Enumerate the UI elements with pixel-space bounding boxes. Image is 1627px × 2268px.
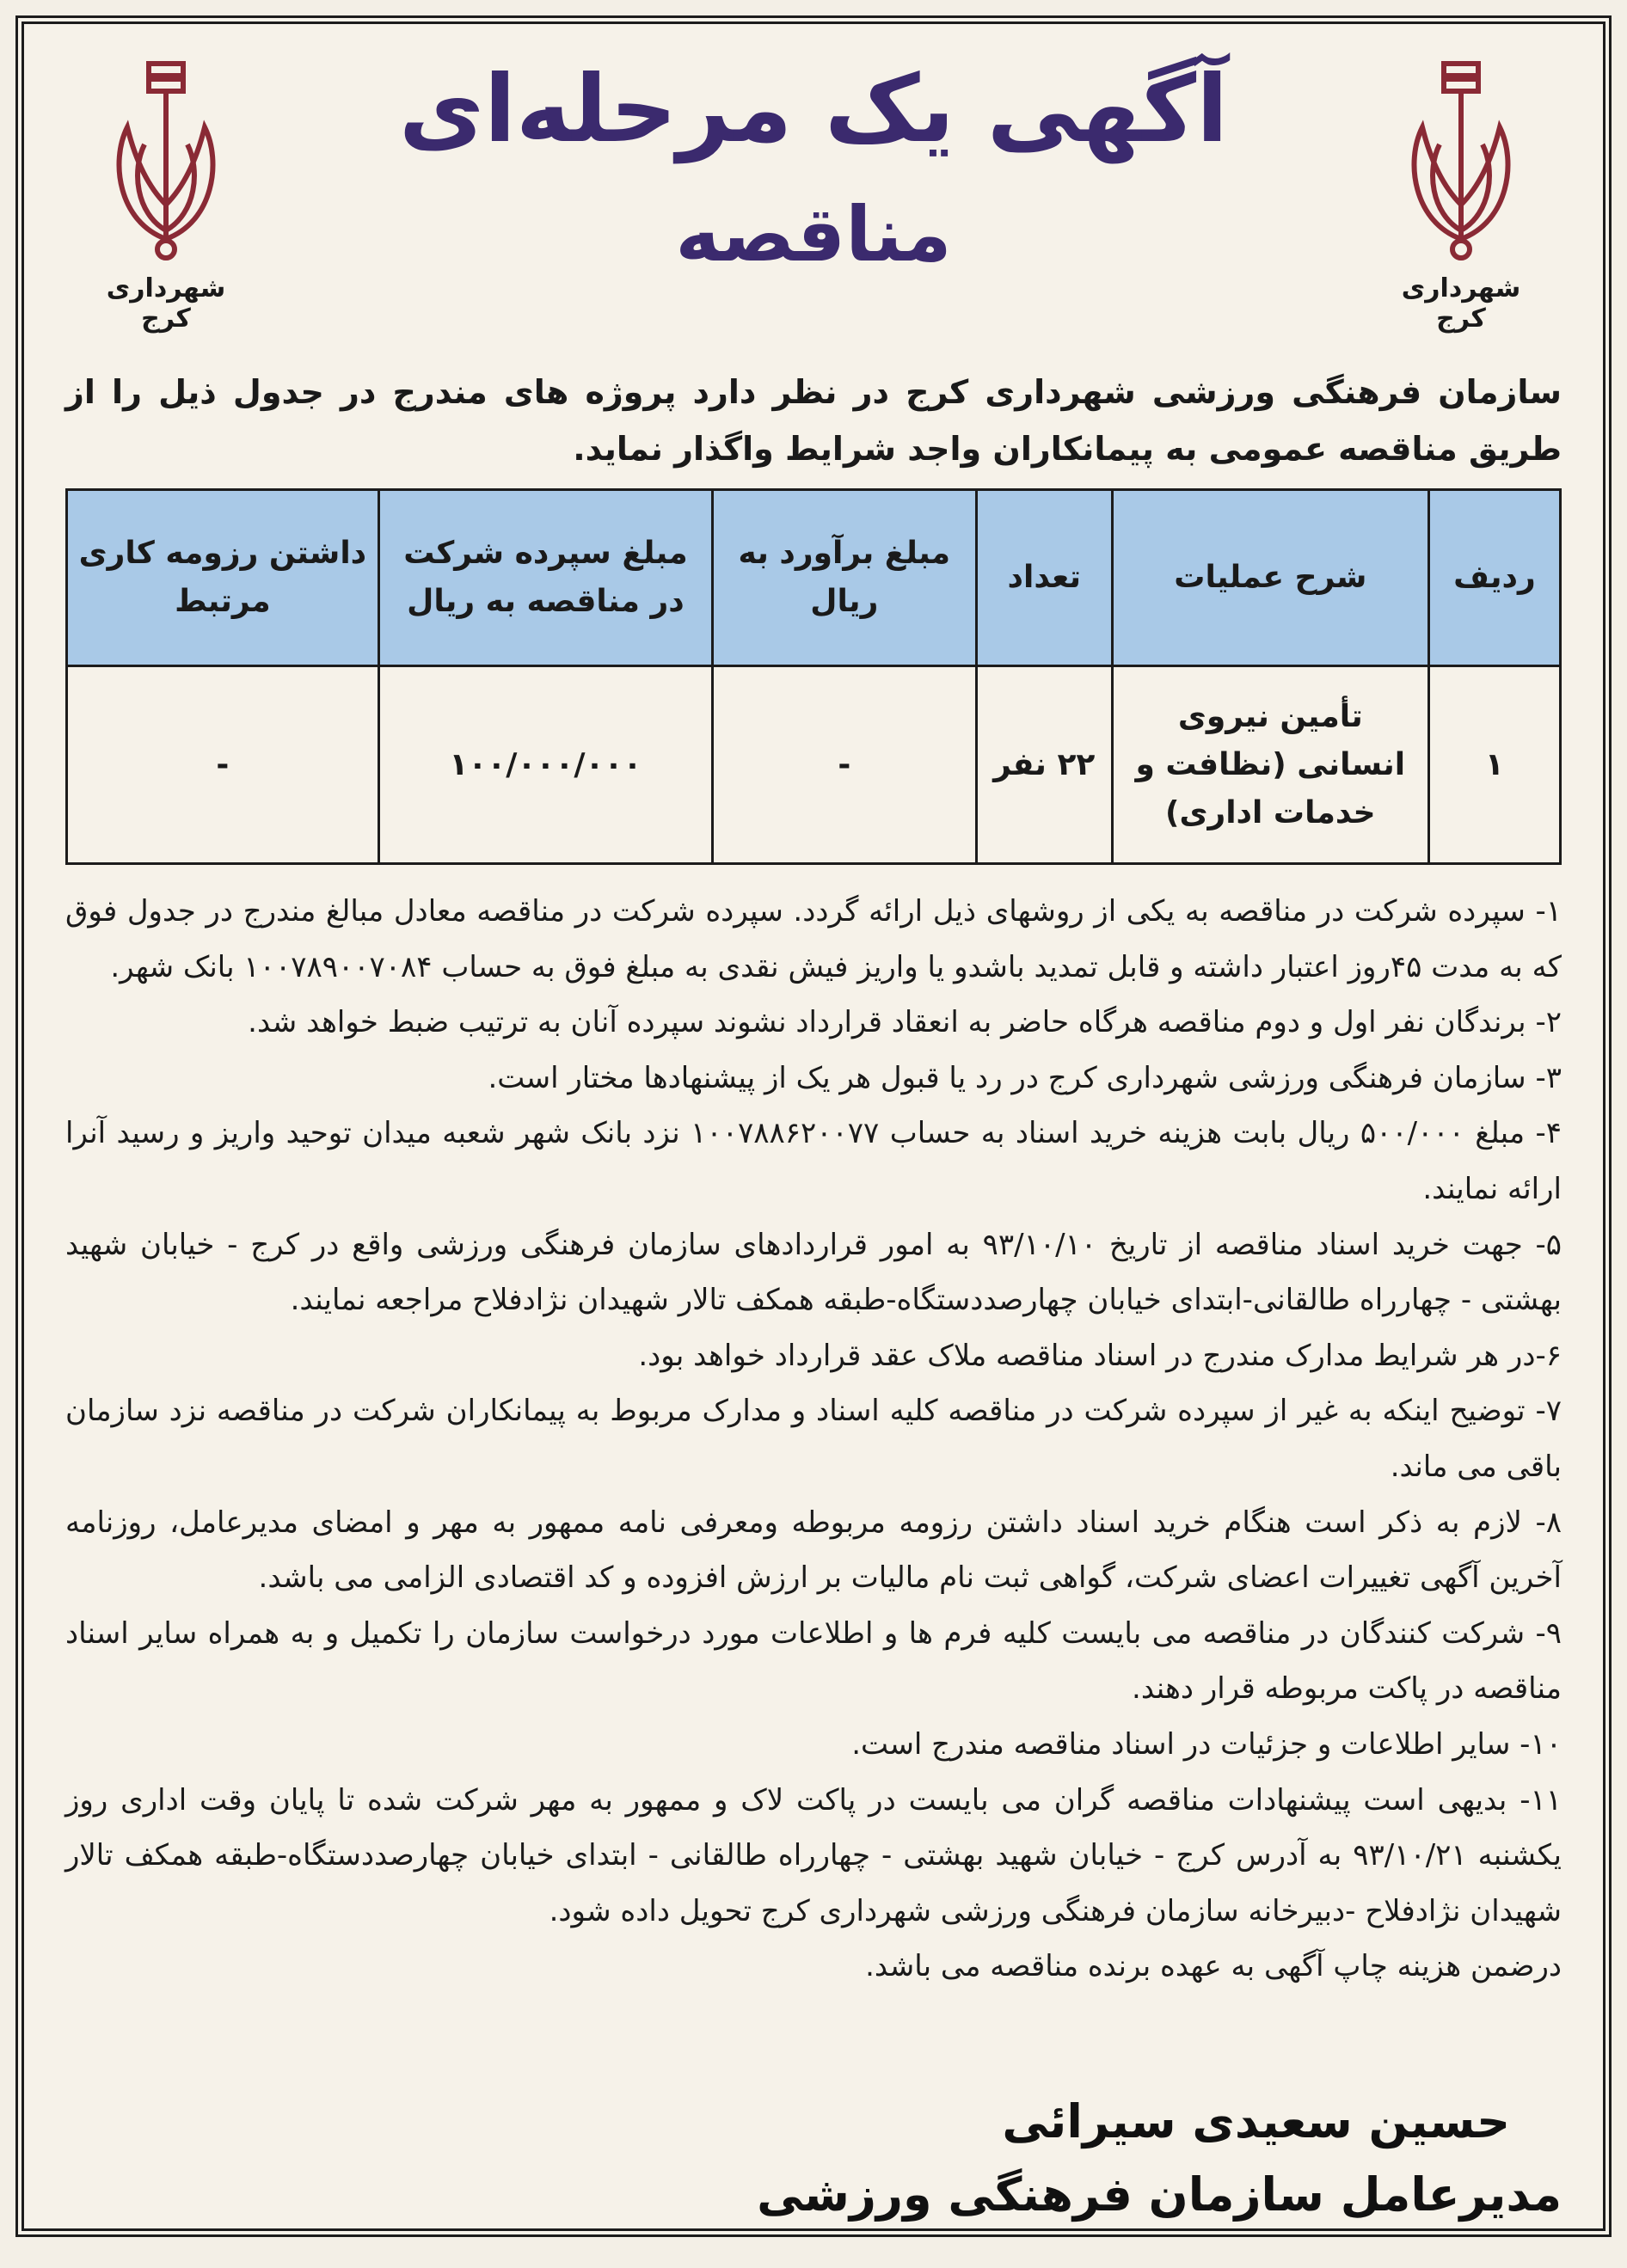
list-item: ۳- سازمان فرهنگی ورزشی شهرداری کرج در رد یا قبول هر یک از پیشنهادها مختار است. bbox=[488, 1060, 1562, 1095]
cell-row-no: ۱ bbox=[1428, 666, 1560, 864]
list-item: ۱- سپرده شرکت در مناقصه به یکی از روشهای ذیل ارائه گردد. سپرده شرکت در مناقصه معادل مبالغ مندرج در جدول فوق که به مدت ۴۵روز اعتبار داشته و قابل تمدید باشدو یا واریز فیش نقدی به مبلغ فوق به حساب ۱۰۰۷۸۹۰۰۷۰۸۴ بانک شهر. bbox=[65, 894, 1562, 984]
list-item: ۶-در هر شرایط مدارک مندرج در اسناد مناقصه ملاک عقد قرارداد خواهد بود. bbox=[638, 1338, 1562, 1373]
header-deposit: مبلغ سپرده شرکت در مناقصه به ریال bbox=[378, 490, 712, 666]
list-item: ۹- شرکت کنندگان در مناقصه می بایست کلیه فرم ها و اطلاعات مورد درخواست سازمان را تکمیل و به همراه سایر اسناد مناقصه در پاکت مربوطه قرار دهند. bbox=[65, 1615, 1562, 1707]
logo-left bbox=[93, 58, 239, 334]
header-row-no: ردیف bbox=[1428, 490, 1560, 666]
table-header-row bbox=[67, 490, 1561, 666]
cell-resume: - bbox=[67, 666, 379, 864]
list-item: ۱۰- سایر اطلاعات و جزئیات در اسناد مناقصه مندرج است. bbox=[851, 1726, 1562, 1762]
cell-count: ۲۲ نفر bbox=[976, 666, 1112, 864]
logo-caption: شهرداری کرج bbox=[1401, 273, 1521, 334]
cell-estimate: - bbox=[713, 666, 977, 864]
signatory-name: حسین سعیدی سیرائی bbox=[1002, 2094, 1510, 2148]
list-item: درضمن هزینه چاپ آگهی به عهده برنده مناقصه می باشد. bbox=[865, 1949, 1562, 1984]
projects-table bbox=[65, 488, 1562, 865]
header-estimate: مبلغ برآورد به ریال bbox=[713, 490, 977, 666]
cell-deposit: ۱۰۰/۰۰۰/۰۰۰ bbox=[378, 666, 712, 864]
tender-notice bbox=[15, 15, 1612, 2237]
notice-title: آگهی یک مرحله‌ای bbox=[398, 56, 1229, 163]
logo-caption: شهرداری کرج bbox=[106, 273, 226, 334]
header-count: تعداد bbox=[976, 490, 1112, 666]
logo-right bbox=[1388, 58, 1534, 334]
header-resume: داشتن رزومه کاری مرتبط bbox=[67, 490, 379, 666]
list-item: ۱۱- بدیهی است پیشنهادات مناقصه گران می بایست در پاکت لاک و ممهور به مهر شرکت شده تا پایان وقت اداری روز یکشنبه ۹۳/۱۰/۲۱ به آدرس کرج - خیابان شهید بهشتی - چهارراه طالقانی - ابتدای خیابان چهارصددستگاه-طبقه همکف تالار شهیدان نژادفلاح -دبیرخانه سازمان فرهنگی ورزشی شهرداری کرج تحویل داده شود. bbox=[65, 1782, 1562, 1928]
karaj-municipality-emblem-icon bbox=[101, 58, 230, 265]
header-description: شرح عملیات bbox=[1112, 490, 1428, 666]
list-item: ۴- مبلغ ۵۰۰/۰۰۰ ریال بابت هزینه خرید اسناد به حساب ۱۰۰۷۸۸۶۲۰۰۷۷ نزد بانک شهر شعبه میدان توحید واریز و رسید آنرا ارائه نمایند. bbox=[65, 1116, 1563, 1206]
list-item: ۷- توضیح اینکه به غیر از سپرده شرکت در مناقصه کلیه اسناد و مدارک مربوط به پیمانکاران شرکت در مناقصه نزد سازمان باقی می ماند. bbox=[65, 1394, 1562, 1484]
intro-paragraph: سازمان فرهنگی ورزشی شهرداری کرج در نظر دارد پروژه های مندرج در جدول ذیل را از طریق مناقصه عمومی به پیمانکاران واجد شرایط واگذار نماید. bbox=[65, 373, 1562, 468]
table-row bbox=[67, 666, 1561, 864]
list-item: ۵- جهت خرید اسناد مناقصه از تاریخ ۹۳/۱۰/۱۰ به امور قراردادهای سازمان فرهنگی ورزشی واقع در کرج - خیابان شهید بهشتی - چهارراه طالقانی-ابتدای خیابان چهارصددستگاه-طبقه همکف تالار شهیدان نژادفلاح مراجعه نمایند. bbox=[65, 1227, 1563, 1318]
signatory-role: مدیرعامل سازمان فرهنگی ورزشی bbox=[757, 2167, 1562, 2222]
conditions-list bbox=[65, 884, 1562, 1995]
list-item: ۸- لازم به ذکر است هنگام خرید اسناد داشتن رزومه مربوطه ومعرفی نامه ممهور به مهر و امضای مدیرعامل، روزنامه آخرین آگهی تغییرات اعضای شرکت، گواهی ثبت نام مالیات بر ارزش افزوده و کد اقتصادی الزامی می باشد. bbox=[65, 1505, 1562, 1596]
header bbox=[282, 41, 1345, 291]
signature-block bbox=[757, 2087, 1562, 2234]
cell-description: تأمین نیروی انسانی (نظافت و خدمات اداری) bbox=[1112, 666, 1428, 864]
notice-subtitle: مناقصه bbox=[675, 190, 952, 279]
karaj-municipality-emblem-icon bbox=[1397, 58, 1526, 265]
list-item: ۲- برندگان نفر اول و دوم مناقصه هرگاه حاضر به انعقاد قرارداد نشوند سپرده آنان به ترتیب ضبط خواهد شد. bbox=[248, 1005, 1562, 1040]
